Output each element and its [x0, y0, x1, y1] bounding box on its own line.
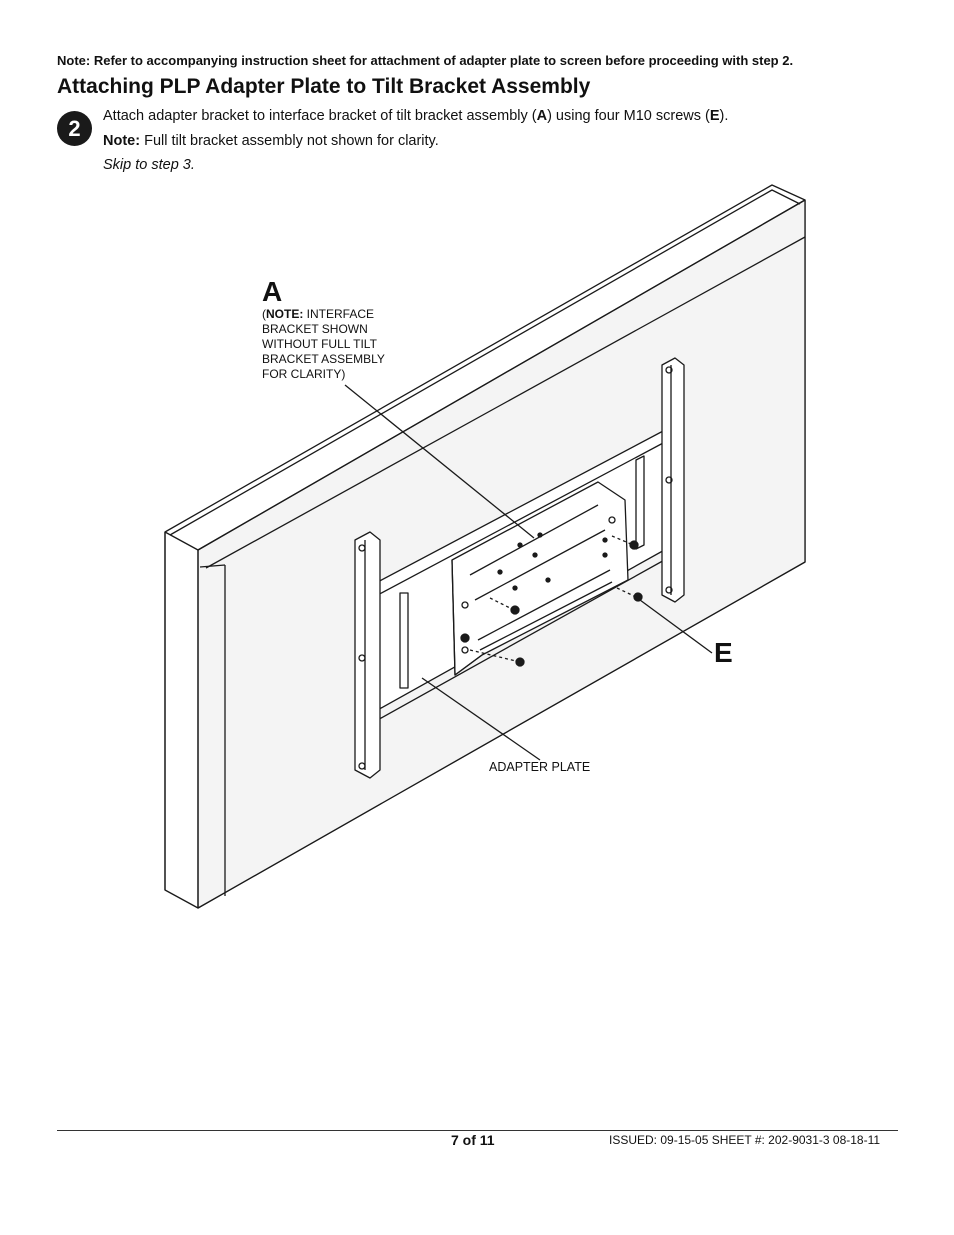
- adapter-plate-label: ADAPTER PLATE: [489, 760, 591, 774]
- right-rail: [662, 358, 684, 602]
- instruction-part: ).: [719, 108, 729, 124]
- page-title: Attaching PLP Adapter Plate to Tilt Bracket Assembly: [57, 75, 591, 98]
- callout-e-letter: E: [714, 637, 733, 668]
- callout-ref-a: A: [536, 108, 548, 124]
- callout-a-note: [262, 307, 402, 382]
- note-label: Note:: [103, 133, 141, 149]
- callout-ref-e: E: [709, 108, 720, 124]
- callout-note-text: INTERFACE BRACKET SHOWN WITHOUT FULL TILT BRACKET ASSEMBLY FOR CLARITY): [262, 307, 385, 381]
- instruction-part: Attach adapter bracket to interface bracket of tilt bracket assembly (: [103, 108, 537, 124]
- footer-divider: [57, 1130, 898, 1131]
- issued-info: ISSUED: 09-15-05 SHEET #: 202-9031-3 08-18-11: [609, 1133, 881, 1147]
- paren: (: [262, 307, 266, 321]
- skip-instruction: Skip to step 3.: [103, 157, 195, 173]
- page-number: 7 of 11: [451, 1132, 495, 1148]
- left-rail: [355, 532, 380, 778]
- instruction-part: ) using four M10 screws (: [547, 108, 710, 124]
- top-note: Note: Refer to accompanying instruction sheet for attachment of adapter plate to screen before proceeding with step 2.: [57, 53, 794, 68]
- callout-a-letter: A: [262, 276, 283, 307]
- callout-note-label: NOTE:: [266, 307, 304, 321]
- note-text: Full tilt bracket assembly not shown for clarity.: [140, 133, 439, 149]
- step-number-badge: 2: [57, 111, 92, 146]
